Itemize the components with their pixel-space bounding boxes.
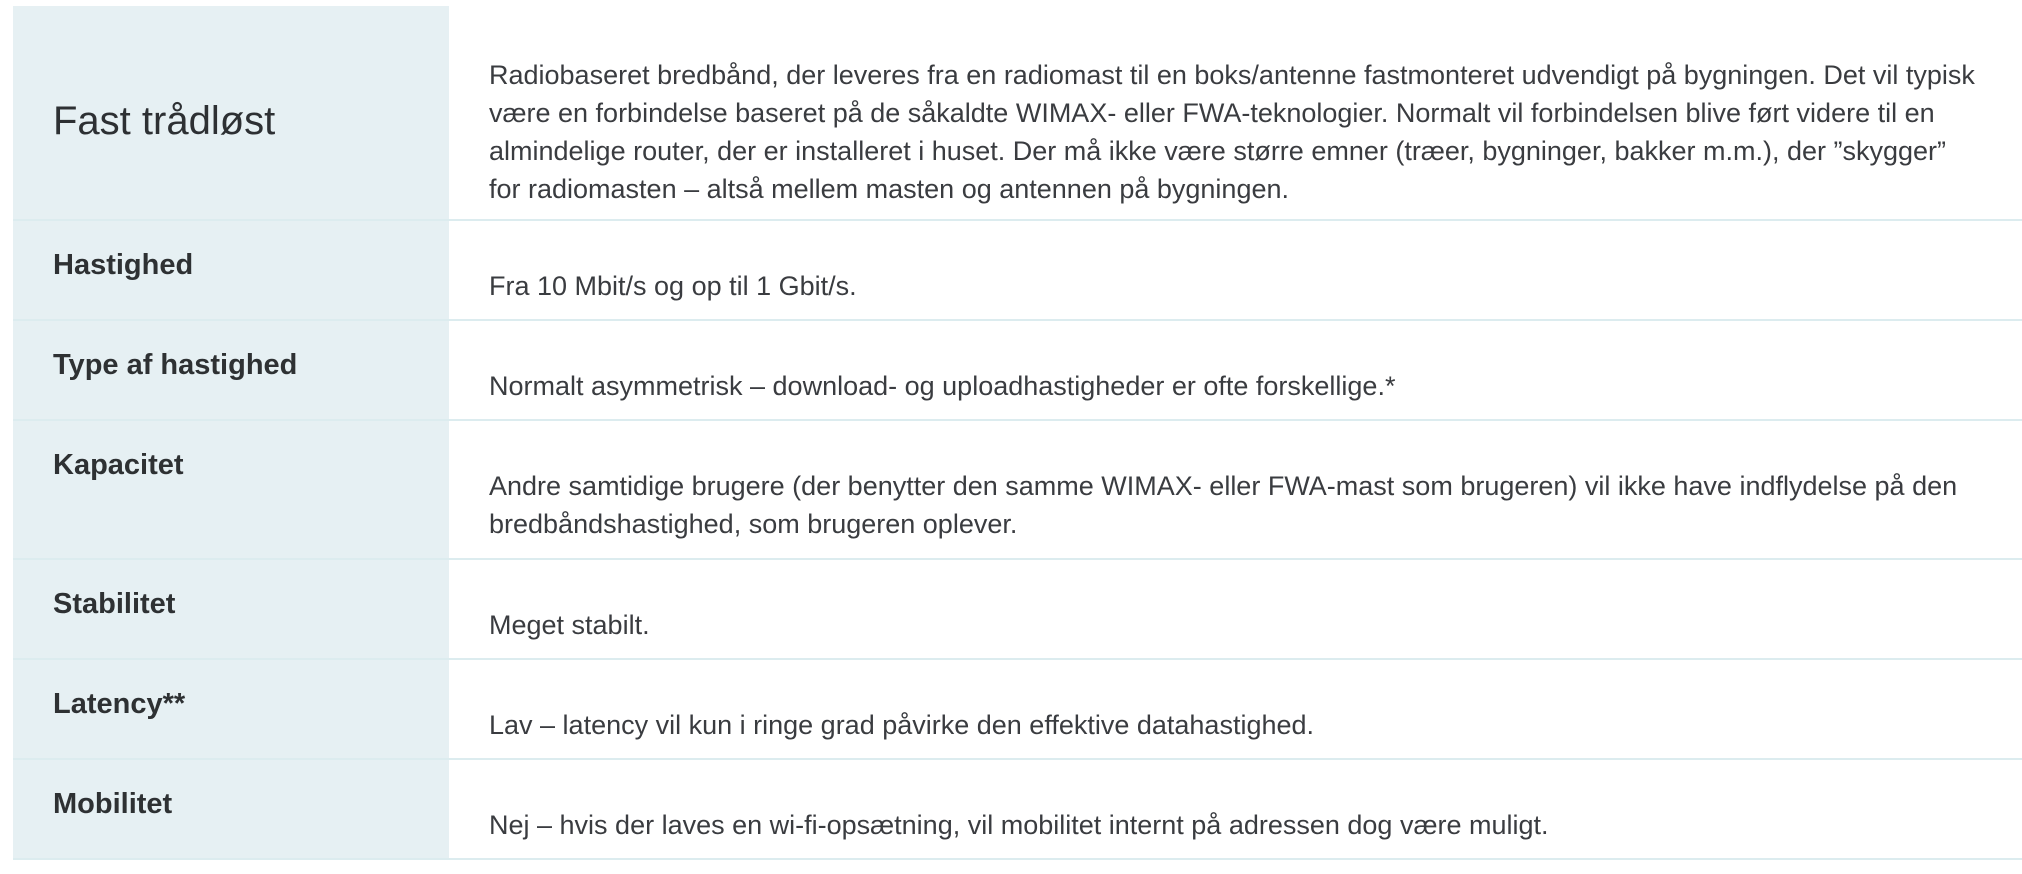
row-title: Fast trådløst [13,6,449,219]
row-label: Latency** [13,660,449,758]
row-value: Nej – hvis der laves en wi-fi-opsætning, vil mobilitet internt på adressen dog være muligt. [489,810,1549,840]
table-row [13,321,2022,421]
row-value: Lav – latency vil kun i ringe grad påvirke den effektive datahastighed. [489,710,1315,740]
row-description: Radiobaseret bredbånd, der leveres fra en radiomast til en boks/antenne fastmonteret udvendigt på bygningen. Det vil typisk være en forbindelse baseret på de såkaldte WIMAX- eller FWA-teknologier. Normalt vil forbindelsen blive ført videre til en almindelige router, der er installeret i huset. Der må ikke være større emner (træer, bygninger, bakker m.m.), der ”skygger” for radiomasten – altså mellem masten og antennen på bygningen. [489,60,1975,204]
table-row [13,421,2022,560]
row-label: Kapacitet [13,421,449,558]
row-label: Hastighed [13,221,449,319]
row-label: Mobilitet [13,760,449,858]
table-row [13,560,2022,660]
row-label: Type af hastighed [13,321,449,419]
table-row-header [13,6,2022,221]
table-row [13,660,2022,760]
table-row [13,760,2022,860]
table-row [13,221,2022,321]
row-value: Andre samtidige brugere (der benytter den samme WIMAX- eller FWA-mast som brugeren) vil ikke have indflydelse på den bredbåndshastighed, som brugeren oplever. [489,471,1958,539]
row-value: Fra 10 Mbit/s og op til 1 Gbit/s. [489,271,857,301]
broadband-info-table [13,6,2022,860]
row-value: Meget stabilt. [489,610,650,640]
row-value: Normalt asymmetrisk – download- og uploadhastigheder er ofte forskellige.* [489,371,1396,401]
row-label: Stabilitet [13,560,449,658]
